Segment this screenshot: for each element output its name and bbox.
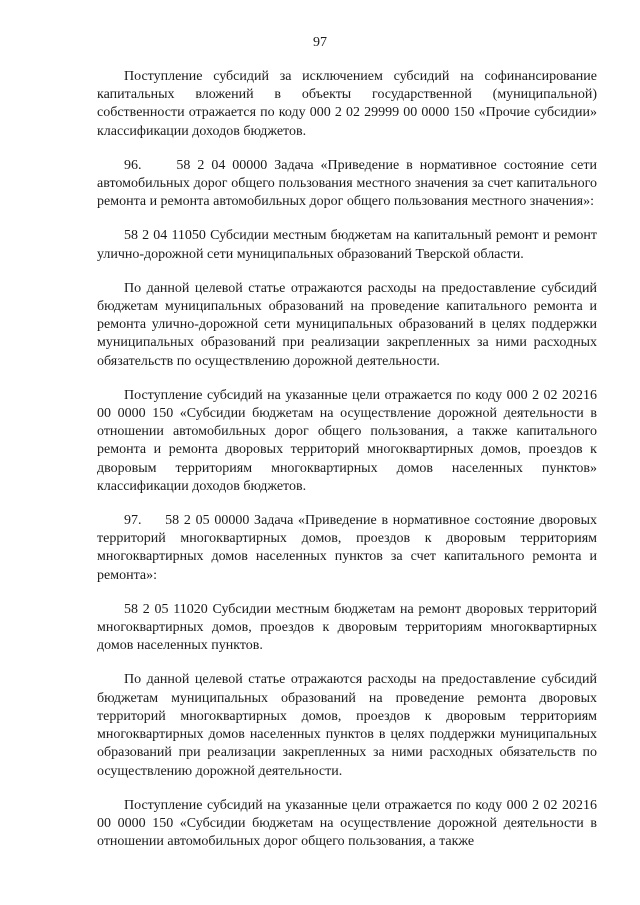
paragraph-code-58-2-04-11050: 58 2 04 11050 Субсидии местным бюджетам на капитальный ремонт и ремонт улично-дорожной сети муниципальных образований Тверской области.: [97, 228, 597, 262]
paragraph-expenses-description-2: По данной целевой статье отражаются расходы на предоставление субсидий бюджетам муниципальных образований на проведение ремонта дворовых территорий многоквартирных домов, проездов к дворовым территориям многоквартирных домов населенных пунктов в целях поддержки муниципальных образований при реализации закрепленных за ними расходных обязательств по осуществлению дорожной деятельности.: [97, 672, 597, 779]
paragraph-funding-other-subsidies: Поступление субсидий за исключением субсидий на софинансирование капитальных вложений в объекты государственной (муниципальной) собственности отражается по коду 000 2 02 29999 00 0000 150 «Прочие субсидии» классификации доходов бюджетов.: [97, 69, 597, 139]
paragraph-expenses-description-1: По данной целевой статье отражаются расходы на предоставление субсидий бюджетам муниципальных образований на проведение капитального ремонта и ремонта улично-дорожной сети муниципальных образований в целях поддержки муниципальных образований при реализации закрепленных за ними расходных обязательств по осуществлению дорожной деятельности.: [97, 280, 597, 369]
paragraph-item-97-task: 97. 58 2 05 00000 Задача «Приведение в нормативное состояние дворовых территорий многоквартирных домов, проездов к дворовым территориям многоквартирных домов населенных пунктов за счет капитального ремонта и ремонта»:: [97, 513, 597, 583]
paragraph-item-96-task: 96. 58 2 04 00000 Задача «Приведение в нормативное состояние сети автомобильных дорог общего пользования местного значения за счет капитального ремонта и ремонта автомобильных дорог общего пользования местного значения»:: [97, 157, 597, 210]
page-number: 97: [313, 35, 327, 50]
paragraph-funding-code-1: Поступление субсидий на указанные цели отражается по коду 000 2 02 20216 00 0000 150 «Субсидии бюджетам на осуществление дорожной деятельности в отношении автомобильных дорог общего пользования, а также капитального ремонта и ремонта дворовых территорий многоквартирных домов, проездов к дворовым территориям многоквартирных домов населенных пунктов» классификации доходов бюджетов.: [97, 387, 597, 494]
paragraph-funding-code-2: Поступление субсидий на указанные цели отражается по коду 000 2 02 20216 00 0000 150 «Субсидии бюджетам на осуществление дорожной деятельности в отношении автомобильных дорог общего пользования, а также: [97, 797, 597, 850]
document-body: [97, 68, 597, 851]
paragraph-code-58-2-05-11020: 58 2 05 11020 Субсидии местным бюджетам на ремонт дворовых территорий многоквартирных домов, проездов к дворовым территориям многоквартирных домов населенных пунктов.: [97, 601, 597, 654]
